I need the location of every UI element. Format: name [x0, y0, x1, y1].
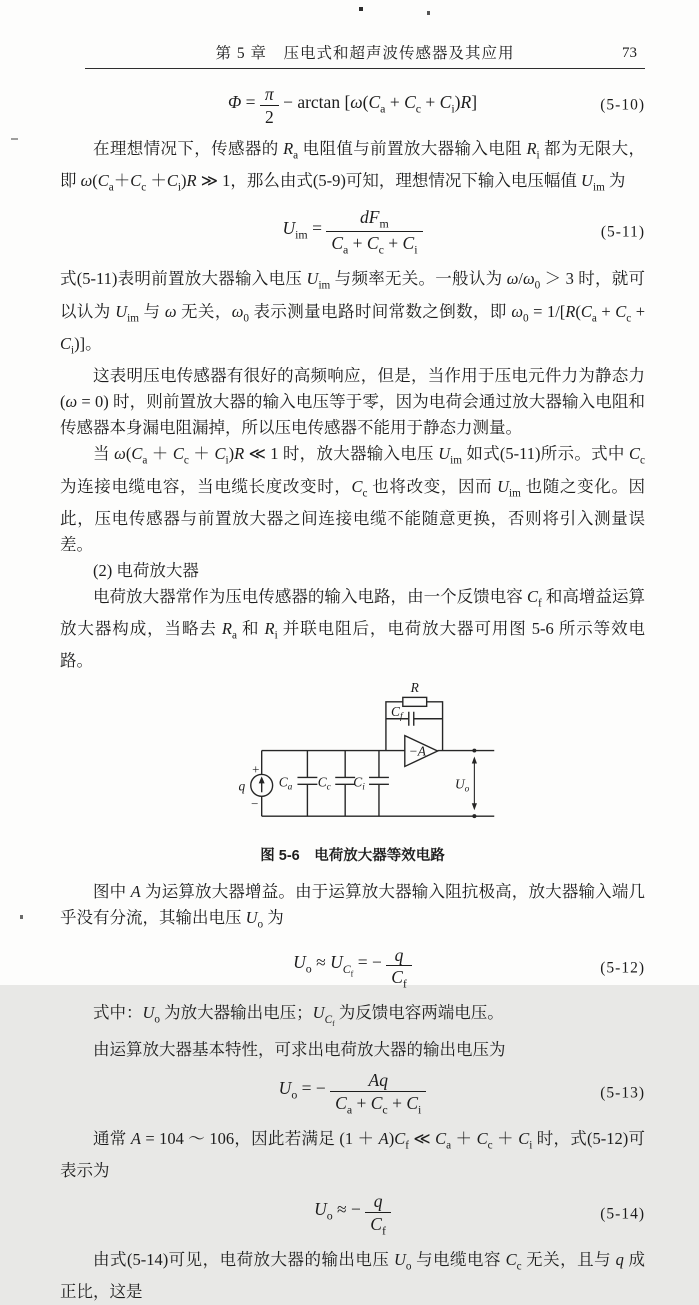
- figure-caption: 图 5-6 电荷放大器等效电路: [260, 848, 445, 865]
- capacitor-ci: [369, 751, 389, 817]
- minus-sign-label: −: [251, 796, 259, 812]
- paragraph: 式中：$U_o$ 为放大器输出电压；$U_{C_f}$ 为反馈电容两端电压。: [93, 1003, 504, 1029]
- equation-body: Φ = $\frac{\pi}{2}$ − $\arctan [\omega(C_a + C_c + C_i)R]$: [227, 84, 478, 127]
- paragraph: 由式(5-14)可见，电荷放大器的输出电压 $U_o$ 与电缆电容 $C_c$ 无关，且与 q 成正比，这是: [60, 1249, 646, 1302]
- equation-5-13: [60, 1071, 645, 1117]
- chapter-title: 第 5 章 压电式和超声波传感器及其应用: [215, 45, 515, 62]
- equation-number: (5-12): [600, 959, 645, 977]
- page-header: [85, 0, 645, 69]
- paragraph: 由运算放大器基本特性，可求出电荷放大器的输出电压为: [93, 1040, 506, 1060]
- equation-number: (5-11): [600, 223, 645, 241]
- capacitor-cf-label: $C_f$: [391, 704, 403, 723]
- scan-speck: [11, 138, 18, 140]
- resistor-r-label: R: [410, 680, 419, 696]
- equation-number: (5-13): [600, 1084, 645, 1102]
- scan-speck: [20, 915, 23, 919]
- equation-number: (5-14): [600, 1205, 645, 1223]
- capacitor-ca-label: $C_a$: [278, 774, 293, 793]
- capacitor-cc: [335, 751, 355, 817]
- page-body: [60, 85, 645, 1305]
- equation-body: $U_o \approx U_{C_f}$ = − $\frac{q}{C_f}$: [293, 952, 412, 972]
- capacitor-ci-label: $C_i$: [353, 774, 365, 793]
- output-voltage-label: $U_o$: [454, 776, 470, 795]
- charge-q-label: q: [238, 778, 246, 794]
- equation-5-11: [60, 208, 645, 257]
- equation-number: (5-10): [600, 96, 645, 114]
- plus-sign-label: +: [252, 761, 260, 777]
- arrowhead-down-icon: [472, 804, 477, 811]
- equation-5-10: [60, 85, 645, 127]
- paragraph: 电荷放大器常作为压电传感器的输入电路，由一个反馈电容 $C_f$ 和高增益运算放大器构成，当略去 $R_a$ 和 $R_i$ 并联电阻后，电荷放大器可用图 5-6 所示等效电路。: [60, 586, 646, 671]
- figure-5-6: [60, 679, 645, 869]
- arrowhead-up-icon: [472, 757, 477, 764]
- page-number: 73: [622, 45, 637, 61]
- equation-body: $U_o$ ≈ − $\frac{q}{C_f}$: [314, 1199, 391, 1219]
- equation-5-12: [60, 946, 645, 992]
- paragraph: 当 $\omega(C_a + C_c + C_i)R$ ≪ 1 时，放大器输入电压 $U_{im}$ 如式(5-11)所示。式中 $C_c$ 为连接电缆电容，当电缆长度改变时，$C_c$ 也将改变，因而 $U_{im}$ 也随之变化。因此，压电传感器与前置放大器之间连接电缆不能随意更换，否则将引入测量误差。: [60, 444, 646, 554]
- capacitor-cc-label: $C_c$: [317, 774, 331, 793]
- paragraph: 在理想情况下，传感器的 $R_a$ 电阻值与前置放大器输入电阻 $R_i$ 都为无限大，即 $\omega(C_a+C_c +C_i)R$ ≫ 1，那么由式(5-9)可知，理想情况下输入电压幅值 $U_{im}$ 为: [60, 138, 646, 194]
- paragraph: 通常 A = 104 ～ 106，因此若满足 $(1 + A)C_f$ ≪ $C_a + C_c + C_i$ 时，式(5-12)可表示为: [60, 1128, 646, 1181]
- charge-amplifier-circuit-diagram: [233, 679, 513, 841]
- paragraph: 式(5-11)表明前置放大器输入电压 $U_{im}$ 与频率无关。一般认为 $\omega/\omega_0 > 3$ 时，就可以认为 $U_{im}$ 与 ω 无关，$\omega_0$ 表示测量电路时间常数之倒数，即 $\omega_0 = 1/[R(C_a + C_c + C_i)]$。: [60, 269, 646, 357]
- equation-5-14: [60, 1192, 645, 1238]
- paragraph: 这表明压电传感器有很好的高频响应，但是，当作用于压电元件力为静态力 (ω = 0) 时，则前置放大器的输入电压等于零，因为电荷会通过放大器输入电阻和传感器本身漏电阻漏掉，所以压电传感器不能用于静态力测量。: [60, 366, 645, 438]
- paragraph: 图中 A 为运算放大器增益。由于运算放大器输入阻抗极高，放大器输入端几乎没有分流，其输出电压 $U_o$ 为: [60, 882, 646, 931]
- feedback-right-wire: [427, 702, 443, 751]
- equation-body: $U_o$ = − $\frac{Aq}{C_a + C_c + C_i}$: [279, 1078, 427, 1098]
- capacitor-ca: [297, 751, 317, 817]
- equation-body: $U_{im}$ = $\frac{dF_m}{C_a + C_c + C_i}$: [282, 218, 422, 238]
- resistor-r: [403, 698, 427, 707]
- paragraph-section-heading: (2) 电荷放大器: [93, 560, 199, 580]
- output-node-dot: [472, 749, 476, 753]
- opamp-gain-label: −A: [408, 743, 427, 759]
- output-node-dot: [472, 815, 476, 819]
